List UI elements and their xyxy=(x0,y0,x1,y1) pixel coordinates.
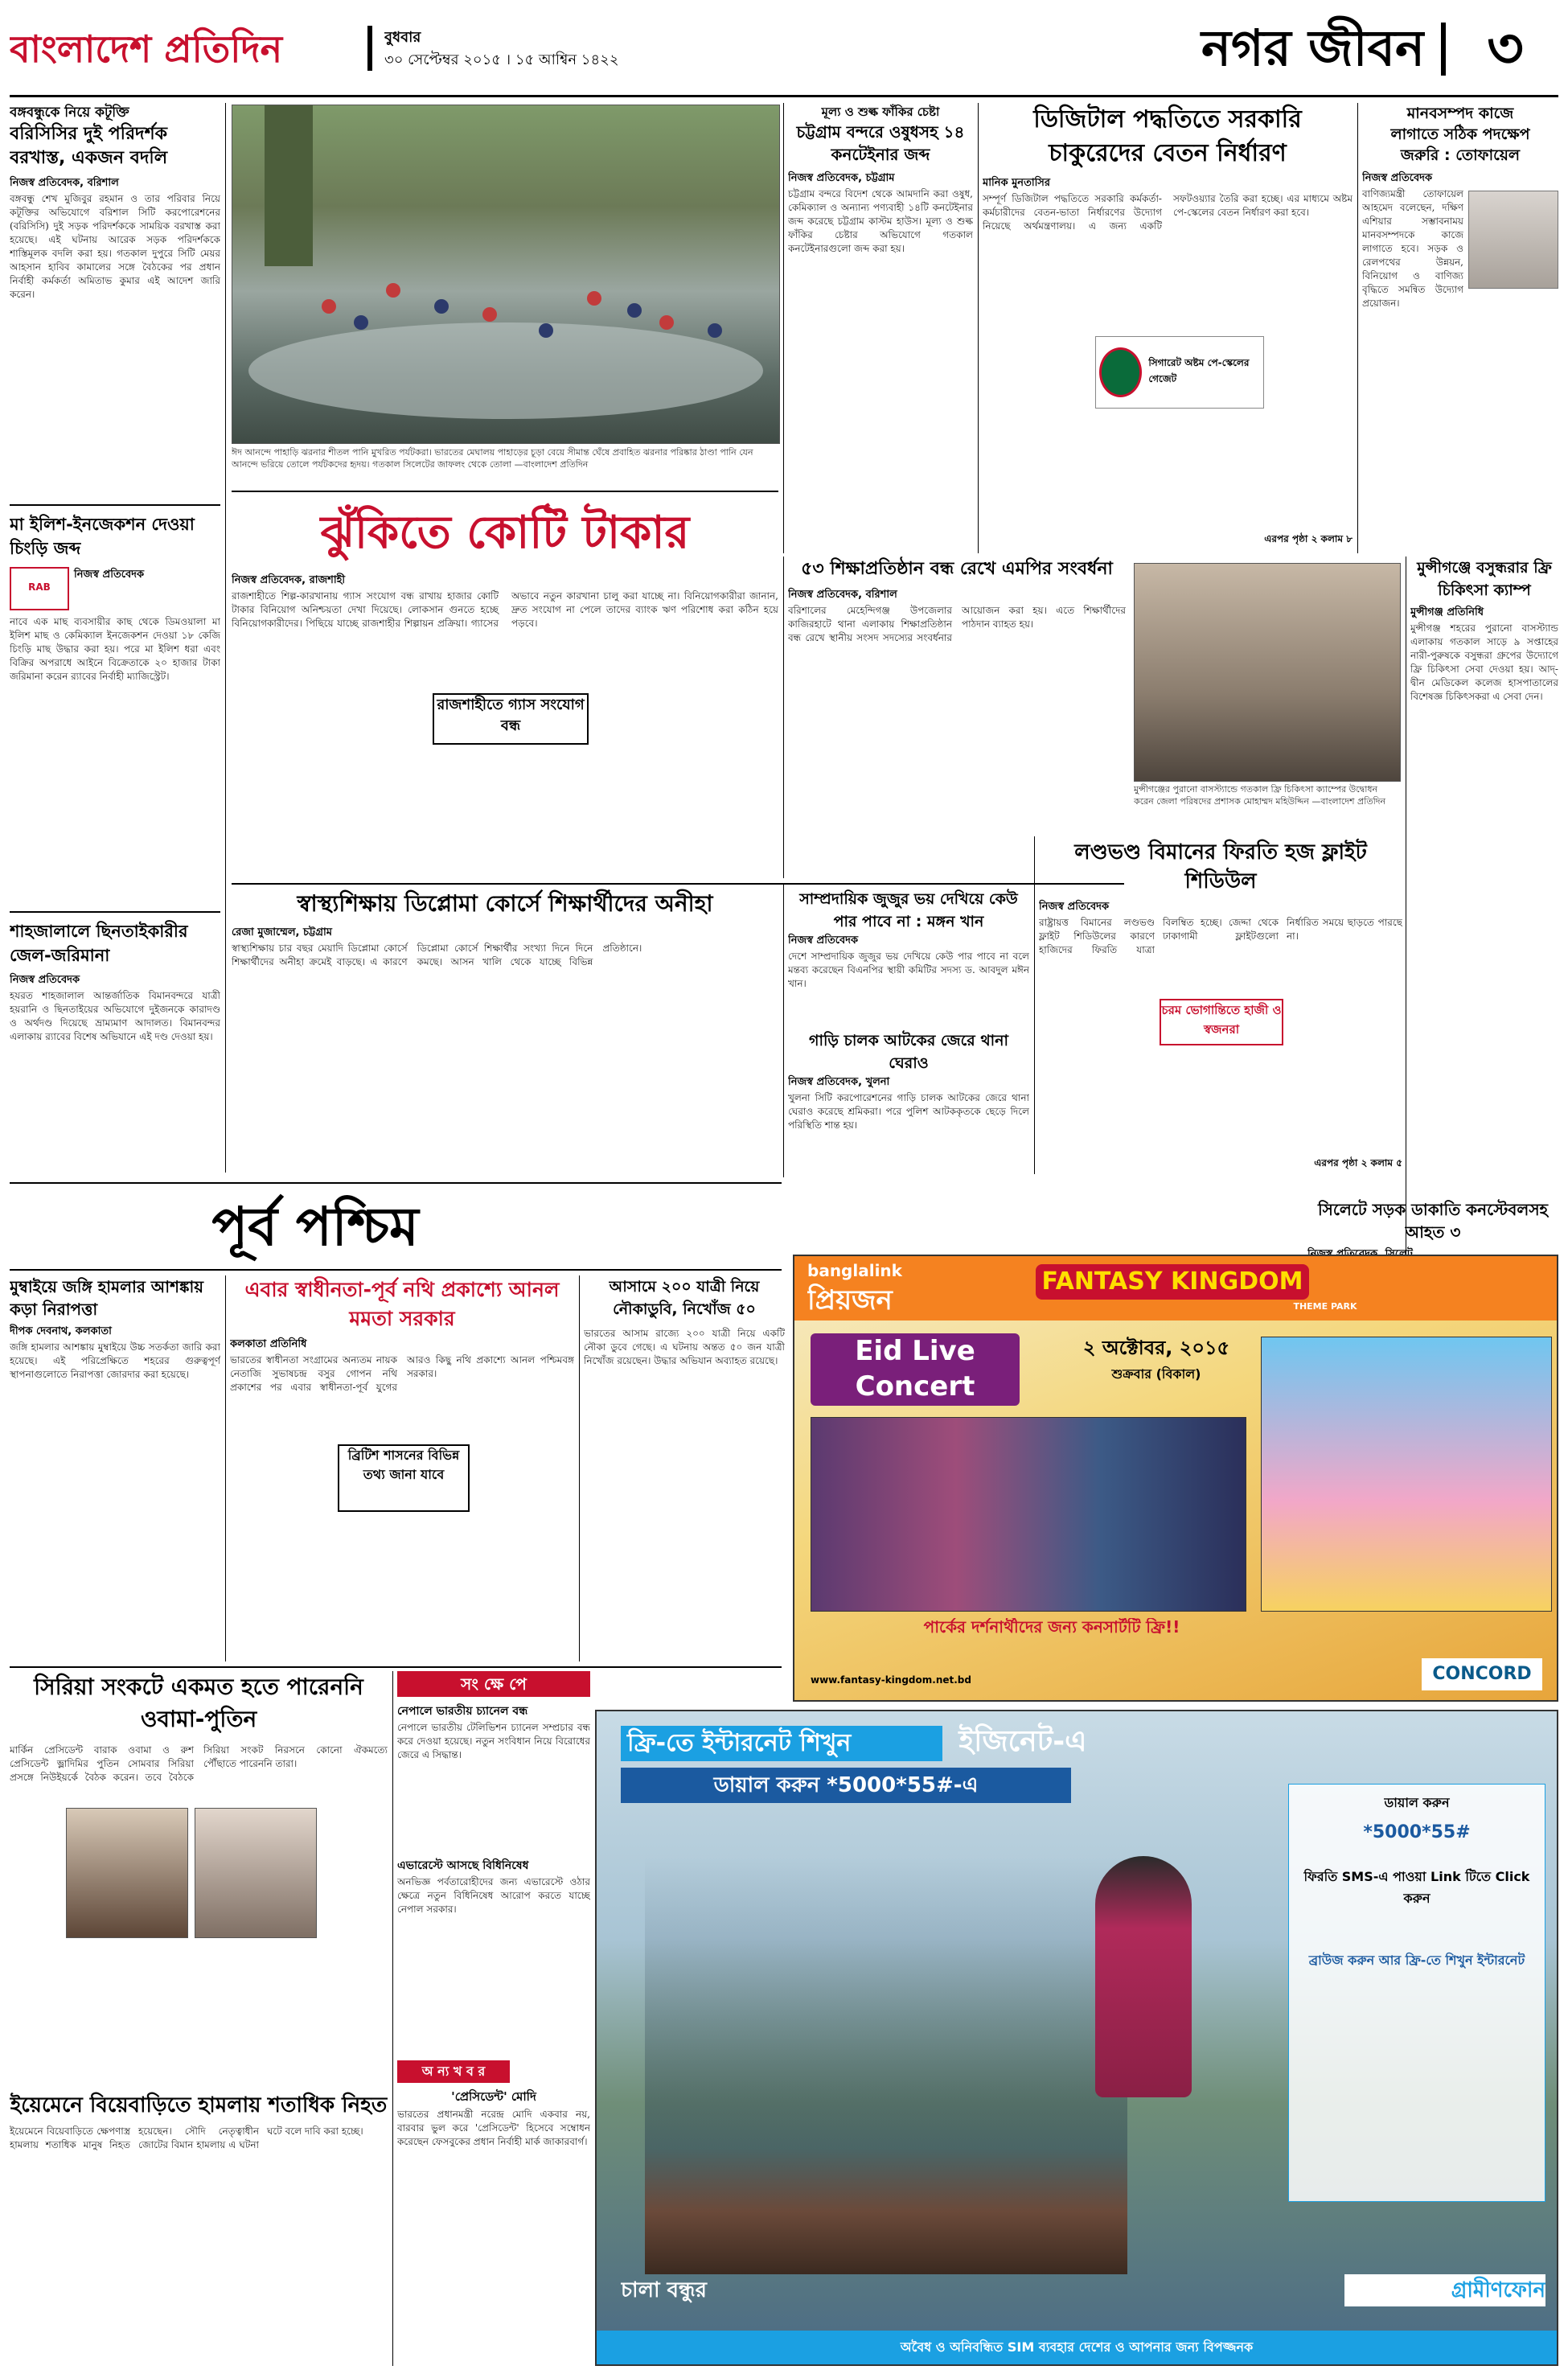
medical-camp-photo xyxy=(1134,563,1401,782)
page-number: ৩ xyxy=(1487,15,1524,81)
section-rule xyxy=(232,883,1124,885)
story-byline: কলকাতা প্রতিনিধি xyxy=(230,1338,307,1350)
brief-title: 'প্রেসিডেন্ট' মোদি xyxy=(451,2089,536,2104)
ad-dial: ডায়াল করুন *5000*55#-এ xyxy=(621,1768,1071,1803)
concert-date: ২ অক্টোবর, ২০১৫ xyxy=(1082,1337,1230,1359)
story-body: হযরত শাহজালাল আন্তর্জাতিক বিমানবন্দরে যাত্রী হয়রানি ও ছিনতাইয়ের অভিযোগে দুইজনকে কারাদণ্ড ও অর্থদণ্ড দিয়েছে ভ্রাম্যমাণ আদালত। বিমানবন্দর এলাকায় র‌্যাবের বিশেষ অভিযানে এই দণ্ড দেওয়া হয়। xyxy=(10,990,220,1042)
pull-quote: ব্রিটিশ শাসনের বিভিন্ন তথ্য জানা যাবে xyxy=(338,1444,470,1512)
camp-story xyxy=(1410,557,1558,1184)
story-byline: রেজা মুজাম্মেল, চট্টগ্রাম xyxy=(232,926,332,939)
section-rule xyxy=(10,1666,782,1668)
story-byline: নিজস্ব প্রতিবেদক xyxy=(1362,172,1433,184)
ad-headline-accent: ইজিনেট-এ xyxy=(958,1725,1087,1758)
story-body: রাজশাহীতে শিল্প-কারখানায় গ্যাস সংযোগ বন্ধ রাখায় হাজার কোটি টাকার বিনিয়োগ অনিশ্চয়তা দেখা দিয়েছে। লোকসান গুনতে হচ্ছে বিনিয়োগকারীদের। পিছিয়ে যাচ্ছে রাজশাহীর শিল্পায়ন প্রক্রিয়া। গ্যাসের অভাবে নতুন কারখানা চালু করা যাচ্ছে না। বিনিয়োগকারীরা জানান, দ্রুত সংযোগ না পেলে তাদের ব্যাংক ঋণ পরিশোধ করা কঠিন হয়ে পড়বে। xyxy=(232,590,778,629)
concert-title: Eid Live Concert xyxy=(811,1333,1020,1406)
steps-panel xyxy=(1288,1784,1545,2202)
castle-illustration xyxy=(1261,1337,1552,1612)
mp-story xyxy=(788,557,1126,878)
story-body: বাণিজ্যমন্ত্রী তোফায়েল আহমেদ বলেছেন, দক্ষিণ এশিয়ার সম্ভাবনাময় মানবসম্পদকে কাজে লাগাতে হবে। সড়ক ও রেলপথের উন্নয়ন, বিনিয়োগ ও বাণিজ্য বৃদ্ধিতে সমন্বিত উদ্যোগ প্রয়োজন। xyxy=(1362,188,1463,309)
story-byline: মানিক মুনতাসির xyxy=(983,177,1051,189)
concord-logo: CONCORD xyxy=(1422,1658,1542,1690)
govt-logo-box xyxy=(1095,336,1264,409)
story-title: ৫৩ শিক্ষাপ্রতিষ্ঠান বন্ধ রেখে এমপির সংবর্ধনা xyxy=(801,559,1113,579)
column-rule xyxy=(783,885,784,1177)
story-body: মার্কিন প্রেসিডেন্ট বারাক ওবামা ও রুশ প্রেসিডেন্ট ভ্লাদিমির পুতিন সোমবার সিরিয়া প্রসঙ্গে নিউইয়র্কে বৈঠক করেন। তবে বৈঠকে সিরিয়া সংকট নিরসনে কোনো ঐকমত্যে পৌঁছাতে পারেননি তারা। xyxy=(10,1744,388,1783)
brief-body: নেপালে ভারতীয় টেলিভিশন চ্যানেল সম্প্রচার বন্ধ করে দেওয়া হয়েছে। নতুন সংবিধান নিয়ে বিরোধের জেরে এ সিদ্ধান্ত। xyxy=(397,1722,590,1760)
story-body: ভারতের স্বাধীনতা সংগ্রামের অন্যতম নায়ক নেতাজি সুভাষচন্দ্র বসুর গোপন নথি প্রকাশের পর এবার স্বাধীনতা-পূর্ব যুগের আরও কিছু নথি প্রকাশ্যে আনল পশ্চিমবঙ্গ সরকার। xyxy=(230,1354,574,1393)
crowd-scene-illustration xyxy=(232,105,779,443)
singer-photos xyxy=(811,1417,1246,1612)
story-body: নাবে এক মাছ ব্যবসায়ীর কাছ থেকে ডিমওয়ালা মা ইলিশ মাছ ও কেমিক্যাল ইনজেকশন দেওয়া ১৮ কেজি চিংড়ি মাছ উদ্ধার করা হয়। পরে মা ইলিশ ধরা এবং বিক্রির অপরাধে আইনে বিক্রেতাকে ২০ হাজার টাকা জরিমানা করেন র‌্যাবের নির্বাহী ম্যাজিস্ট্রেট। xyxy=(10,616,220,682)
story-title: শাহজালালে ছিনতাইকারীর জেল-জরিমানা xyxy=(10,922,188,965)
brief-title: এভারেস্টে আসছে বিধিনিষেধ xyxy=(397,1859,529,1872)
driver-story xyxy=(788,1029,1029,1174)
other-news-header: অ ন্য খ ব র xyxy=(397,2060,510,2083)
left-column xyxy=(10,103,220,1173)
minister-story xyxy=(1362,103,1558,553)
story-title: মানবসম্পদ কাজে xyxy=(1406,105,1514,122)
story-body: রাষ্ট্রায়ত্ত বিমানের লণ্ডভণ্ড ফ্লাইট শিডিউলের কারণে হাজিদের ফিরতি যাত্রা বিলম্বিত হচ্ছে। জেদ্দা থেকে ঢাকাগামী ফ্লাইটগুলো নির্ধারিত সময়ে ছাড়তে পারছে না। xyxy=(1039,917,1402,955)
yemen-story xyxy=(10,2091,388,2364)
column-rule xyxy=(392,1671,393,2366)
story-byline: নিজস্ব প্রতিবেদক xyxy=(788,934,859,947)
story-byline: নিজস্ব প্রতিবেদক, বরিশাল xyxy=(788,589,897,601)
minister-photo xyxy=(1468,191,1558,289)
story-body: চট্টগ্রাম বন্দরে বিদেশ থেকে আমদানি করা ওষুধ, কেমিক্যাল ও অন্যান্য পণ্যবাহী ১৪টি কনটেইনার জব্দ করেছে চট্টগ্রাম কাস্টম হাউস। মূল্য ও শুল্ক ফাঁকির চেষ্টার অভিযোগে গতকাল কনটেইনারগুলো জব্দ করা হয়। xyxy=(788,188,973,254)
story-title: স্বাস্থ্যশিক্ষায় ডিপ্লোমা কোর্সে শিক্ষার্থীদের অনীহা xyxy=(297,890,713,917)
singer-figure xyxy=(1095,1856,1192,2097)
story-title: আসামে ২০০ যাত্রী নিয়ে নৌকাডুবি, নিখোঁজ ৫০ xyxy=(609,1278,760,1318)
mamata-story xyxy=(230,1275,574,1661)
story-byline: নিজস্ব প্রতিবেদক, বরিশাল xyxy=(10,177,119,189)
step-label: ব্রাউজ করুন আর ফ্রি-তে শিখুন ইন্টারনেট xyxy=(1308,1953,1525,1968)
putin-photo xyxy=(195,1808,317,1938)
pull-quote: রাজশাহীতে গ্যাস সংযোগ বন্ধ xyxy=(433,693,589,745)
step-label: ডায়াল করুন xyxy=(1384,1795,1450,1810)
east-west-header: পূর্ব পশ্চিম xyxy=(211,1196,419,1258)
story-byline: নিজস্ব প্রতিবেদক, খুলনা xyxy=(788,1076,890,1088)
story-body: সম্পূর্ণ ডিজিটাল পদ্ধতিতে সরকারি কর্মকর্তা-কর্মচারীদের বেতন-ভাতা নির্ধারণের উদ্যোগ নিয়েছে অর্থমন্ত্রণালয়। এ জন্য একটি সফটওয়্যার তৈরি করা হচ্ছে। এর মাধ্যমে অষ্টম পে-স্কেলের বেতন নির্ধারণ করা হবে। xyxy=(983,193,1353,232)
fantasy-kingdom-ad[interactable] xyxy=(793,1255,1558,1702)
step-label: ফিরতি SMS-এ পাওয়া Link টিতে Click করুন xyxy=(1303,1869,1530,1906)
park-sub: THEME PARK xyxy=(1293,1301,1357,1312)
concert-time: শুক্রবার (বিকাল) xyxy=(1111,1366,1201,1382)
web-link[interactable]: www.fantasy-kingdom.net.bd xyxy=(811,1674,971,1686)
diploma-story xyxy=(232,888,778,1177)
pull-quote: চরম ভোগান্তিতে হাজী ও স্বজনরা xyxy=(1160,999,1283,1045)
story-byline: মুন্সীগঞ্জ প্রতিনিধি xyxy=(1410,606,1484,618)
story-byline: নিজস্ব প্রতিবেদক xyxy=(10,974,80,986)
column-rule xyxy=(1034,836,1035,1174)
digital-story xyxy=(983,103,1353,553)
story-byline: নিজস্ব প্রতিবেদক xyxy=(1039,901,1110,913)
ad-headline: ফ্রি-তে ইন্টারনেট শিখুন xyxy=(621,1726,942,1761)
story-body: জঙ্গি হামলার আশঙ্কায় মুম্বাইয়ে উচ্চ সতর্কতা জারি করা হয়েছে। এই পরিপ্রেক্ষিতে শহরের গুরুত্বপূর্ণ স্থাপনাগুলোতে নিরাপত্তা জোরদার করা হয়েছে। xyxy=(10,1341,220,1380)
grameenphone-ad[interactable] xyxy=(595,1710,1558,2366)
masthead-rule xyxy=(10,95,1558,97)
gp-brand: গ্রামীণফোন xyxy=(1344,2274,1545,2306)
briefs-header: সং ক্ষে পে xyxy=(397,1671,590,1697)
briefs-column xyxy=(397,1671,590,2366)
story-title: গাড়ি চালক আটকের জেরে থানা ঘেরাও xyxy=(809,1032,1008,1072)
continued-note: এরপর পৃষ্ঠা ২ কলাম ৮ xyxy=(1264,533,1353,544)
musicians-boat xyxy=(645,1856,1127,2274)
story-title: মুম্বাইয়ে জঙ্গি হামলার আশঙ্কায় কড়া নিরাপত্তা xyxy=(10,1277,204,1319)
brief-body: ভারতের প্রধানমন্ত্রী নরেন্দ্র মোদি একবার নয়, বারবার ভুল করে 'প্রেসিডেন্ট' হিসেবে সম্বোধন করেছেন ফেসবুকের প্রধান নির্বাহী মার্ক জাকারবার্গ। xyxy=(397,2109,590,2147)
section-rule xyxy=(232,491,778,492)
story-byline: দীপক দেবনাথ, কলকাতা xyxy=(10,1325,112,1337)
story-body: বরিশালের মেহেন্দিগঞ্জ উপজেলার কাজিরহাটে থানা এলাকায় শিক্ষাপ্রতিষ্ঠান বন্ধ রেখে স্থানীয় সংসদ সদস্যের সংবর্ধনার আয়োজন করা হয়। এতে শিক্ষার্থীদের পাঠদান ব্যাহত হয়। xyxy=(788,605,1126,643)
divider xyxy=(10,911,220,913)
section-divider xyxy=(1441,23,1446,76)
story-title: ইয়েমেনে বিয়েবাড়িতে হামলায় শতাধিক নিহত xyxy=(10,2093,388,2117)
story-title: লণ্ডভণ্ড বিমানের ফিরতি হজ ফ্লাইট শিডিউল xyxy=(1074,840,1367,893)
main-story xyxy=(232,573,778,878)
story-title: চট্টগ্রাম বন্দরে ওষুধসহ ১৪ কনটেইনার জব্দ xyxy=(796,122,965,164)
section-rule xyxy=(10,1269,782,1271)
story-byline: নিজস্ব প্রতিবেদক, রাজশাহী xyxy=(232,574,346,586)
story-body: স্বাস্থ্যশিক্ষায় চার বছর মেয়াদি ডিপ্লোমা কোর্সে শিক্ষার্থীদের অনীহা ক্রমেই বাড়ছে। এ কারণে ডিপ্লোমা কোর্সে শিক্ষার্থীর সংখ্যা দিনে দিনে কমছে। আসন খালি থেকে যাচ্ছে বিভিন্ন প্রতিষ্ঠানে। xyxy=(232,943,642,967)
assam-story xyxy=(584,1275,785,1661)
story-title: এবার স্বাধীনতা-পূর্ব নথি প্রকাশ্যে আনল মমতা সরকার xyxy=(244,1278,560,1330)
story-kicker: মূল্য ও শুল্ক ফাঁকির চেষ্টা xyxy=(821,105,940,119)
story-byline: নিজস্ব প্রতিবেদক xyxy=(74,569,145,581)
photo-caption: মুন্সীগঞ্জের পুরানো বাসস্ট্যান্ডে গতকাল ফ্রি চিকিৎসা ক্যাম্পের উদ্বোধন করেন জেলা পরিষদের প্রশাসক মোহাম্মদ মহিউদ্দিন —বাংলাদেশ প্রতিদিন xyxy=(1134,784,1386,807)
park-name: FANTASY KINGDOM xyxy=(1036,1264,1309,1300)
obama-photo xyxy=(66,1808,188,1938)
ad-brand: banglalink xyxy=(807,1261,902,1280)
syria-story xyxy=(10,1671,388,2089)
rab-badge-icon: RAB xyxy=(10,567,69,610)
story-title: মুন্সীগঞ্জে বসুন্ধরার ফ্রি চিকিৎসা ক্যাম্প xyxy=(1417,559,1552,599)
masthead xyxy=(10,14,1558,95)
column-rule xyxy=(1357,103,1358,553)
ad-prijon: প্রিয়জন xyxy=(807,1284,893,1316)
column-rule xyxy=(225,103,226,1173)
story-byline: নিজস্ব প্রতিবেদক, চট্টগ্রাম xyxy=(788,172,895,184)
story-body: বঙ্গবন্ধু শেখ মুজিবুর রহমান ও তার পরিবার নিয়ে কটূক্তির অভিযোগে বরিশাল সিটি করপোরেশনের (বরিসিসি) দুই সড়ক পরিদর্শককে সাময়িক বরখাস্ত করা হয়েছে। এই ঘটনায় আরেক সড়ক পরিদর্শককে শাস্তিমূলক বদলি করা হয়। গতকাল দুপুরে সিটি মেয়র আহসান হাবিব কামালের সঙ্গে বৈঠকের পর প্রধান নির্বাহী কর্মকর্তা অমিতাভ কুমার এই আদেশ জারি করেন। xyxy=(10,193,220,300)
story-body: মুন্সীগঞ্জ শহরের পুরানো বাসস্ট্যান্ড এলাকায় গতকাল সাড়ে ৯ সপ্তাহের নারী-পুরুষকে বসুন্ধরা গ্রুপের উদ্যোগে ফ্রি চিকিৎসা সেবা দেওয়া হয়। আদ্-দ্বীন মেডিকেল কলেজ হাসপাতালের বিশেষজ্ঞ চিকিৎসকরা এ সেবা দেন। xyxy=(1410,622,1558,702)
hajj-story xyxy=(1039,838,1402,1176)
communal-story xyxy=(788,888,1029,1025)
rab-logo xyxy=(10,567,220,610)
column-rule xyxy=(225,1275,226,1661)
brief-title: নেপালে ভারতীয় চ্যানেল বন্ধ xyxy=(397,1705,528,1718)
story-kicker: বঙ্গবন্ধুকে নিয়ে কটূক্তি xyxy=(10,105,129,121)
mumbai-story xyxy=(10,1275,220,1661)
photo-caption: ঈদ আনন্দে পাহাড়ি ঝরনার শীতল পানি মুখরিত পর্যটকরা। ভারতের মেঘালয় পাহাড়ের চূড়া বেয়ে সীমান্ত ঘেঁষে প্রবাহিত ঝরনার পরিষ্কার ঠাণ্ডা পানি যেন আনন্দে ভরিয়ে তোলে পর্যটকদের হৃদয়। গতকাল সিলেটের জাফলং থেকে তোলা —বাংলাদেশ প্রতিদিন xyxy=(232,447,753,470)
issue-date: ৩০ সেপ্টেম্বর ২০১৫ । ১৫ আশ্বিন ১৪২২ xyxy=(384,51,619,68)
main-headline: ঝুঁকিতে কোটি টাকার xyxy=(320,507,690,559)
ctg-story xyxy=(788,103,973,553)
column-rule xyxy=(783,103,784,553)
waterfall-photo xyxy=(232,105,780,444)
story-body: খুলনা সিটি করপোরেশনের গাড়ি চালক আটকের জেরে থানা ঘেরাও করেছে শ্রমিকরা। পরে পুলিশ আটককৃতকে ছেড়ে দিলে পরিস্থিতি শান্ত হয়। xyxy=(788,1092,1029,1131)
masthead-divider xyxy=(367,26,372,71)
bangladesh-seal-icon xyxy=(1099,347,1142,397)
story-body: ইয়েমেনে বিয়েবাড়িতে ক্ষেপণাস্ত্র হামলায় শতাধিক মানুষ নিহত হয়েছেন। সৌদি নেতৃত্বাধীন জোটের বিমান হামলায় এ ঘটনা ঘটে বলে দাবি করা হচ্ছে। xyxy=(10,2126,363,2150)
story-title: জরুরি : তোফায়েল xyxy=(1400,146,1521,164)
paper-name: বাংলাদেশ প্রতিদিন xyxy=(10,27,283,71)
section-title: নগর জীবন xyxy=(1201,18,1425,77)
step-code: *5000*55# xyxy=(1363,1822,1471,1842)
logo-caption: সিগারেট অষ্টম পে-স্কেলের গেজেট xyxy=(1148,357,1250,384)
ad-slogan: চালা বন্ধুর xyxy=(621,2278,707,2302)
section-rule xyxy=(10,1182,782,1184)
continued-note: এরপর পৃষ্ঠা ২ কলাম ৫ xyxy=(1314,1157,1402,1169)
story-body: দেশে সাম্প্রদায়িক জুজুর ভয় দেখিয়ে কেউ পার পাবে না বলে মন্তব্য করেছেন বিএনপির স্থায়ী কমিটির সদস্য ড. আবদুল মঈন খান। xyxy=(788,951,1029,989)
divider xyxy=(10,504,220,506)
sim-warning: অবৈধ ও অনিবন্ধিত SIM ব্যবহার দেশের ও আপনার জন্য বিপজ্জনক xyxy=(597,2331,1557,2364)
issue-day: বুধবার xyxy=(384,29,421,46)
story-title: সিরিয়া সংকটে একমত হতে পারেননি ওবামা-পুতিন xyxy=(34,1674,363,1732)
story-title: সাম্প্রদায়িক জুজুর ভয় দেখিয়ে কেউ পার পাবে না : মঙ্গন খান xyxy=(799,890,1018,930)
story-title: মা ইলিশ-ইনজেকশন দেওয়া চিংড়ি জব্দ xyxy=(10,515,195,558)
story-title: লাগাতে সঠিক পদক্ষেপ xyxy=(1390,125,1530,143)
brief-body: অনভিজ্ঞ পর্বতারোহীদের জন্য এভারেস্টে ওঠার ক্ষেত্রে নতুন বিধিনিষেধ আরোপ করতে যাচ্ছে নেপাল সরকার। xyxy=(397,1876,590,1915)
column-rule xyxy=(579,1275,580,1661)
story-title: বরিসিসির দুই পরিদর্শক বরখাস্ত, একজন বদলি xyxy=(10,124,168,168)
story-title: ডিজিটাল পদ্ধতিতে সরকারি চাকুরেদের বেতন নির্ধারণ xyxy=(1033,105,1302,167)
free-offer: পার্কের দর্শনার্থীদের জন্য কনসার্টটি ফ্রি!! xyxy=(923,1618,1180,1637)
column-rule xyxy=(978,103,979,553)
story-body: ভারতের আসাম রাজ্যে ২০০ যাত্রী নিয়ে একটি নৌকা ডুবে গেছে। এ ঘটনায় অন্তত ৫০ জন যাত্রী নিখোঁজ রয়েছেন। উদ্ধার অভিযান অব্যাহত রয়েছে। xyxy=(584,1328,785,1366)
column-rule xyxy=(783,557,784,878)
story-title: সিলেটে সড়ক ডাকাতি কনস্টেবলসহ আহত ৩ xyxy=(1317,1200,1549,1242)
